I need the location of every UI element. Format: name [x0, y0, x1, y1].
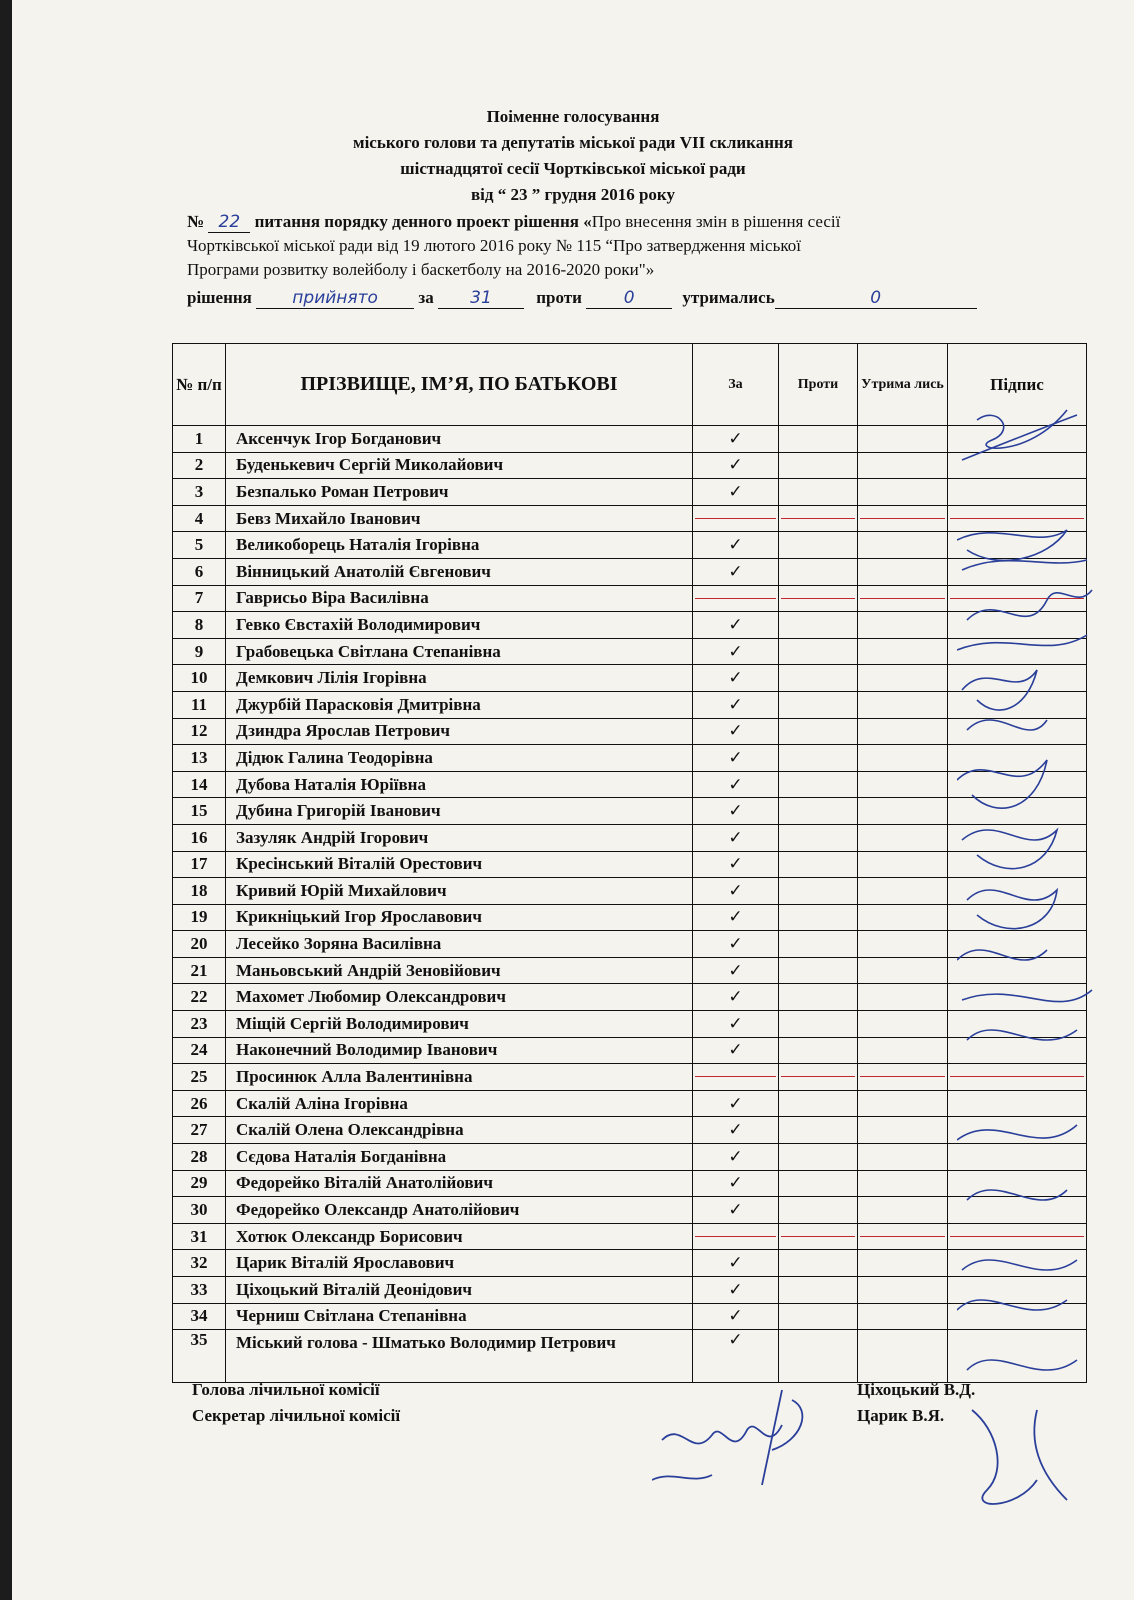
vote-abstain-cell [858, 878, 948, 905]
vote-against-cell [779, 1330, 858, 1383]
row-name: Сєдова Наталія Богданівна [226, 1144, 693, 1171]
vote-for-cell: ✓ [693, 745, 779, 772]
table-row [173, 665, 1087, 692]
vote-for-cell: ✓ [693, 558, 779, 585]
vote-against-cell [779, 1011, 858, 1038]
vote-for-cell [693, 585, 779, 612]
table-row [173, 505, 1087, 532]
vote-abstain-cell [858, 1197, 948, 1224]
chair-name: Ціхоцький В.Д. [857, 1380, 976, 1399]
vote-abstain-cell [858, 452, 948, 479]
vote-against-cell [779, 1170, 858, 1197]
signature-cell [948, 638, 1087, 665]
vote-against-cell [779, 878, 858, 905]
vote-for-cell [693, 1223, 779, 1250]
row-number: 32 [173, 1250, 226, 1277]
table-row [173, 1037, 1087, 1064]
vote-against-cell [779, 1197, 858, 1224]
row-number: 13 [173, 745, 226, 772]
row-name: Міщій Сергій Володимирович [226, 1011, 693, 1038]
table-row [173, 851, 1087, 878]
for-label: за [418, 288, 434, 307]
vote-for-cell: ✓ [693, 612, 779, 639]
row-number: 1 [173, 426, 226, 453]
row-number: 6 [173, 558, 226, 585]
row-name: Кривий Юрій Михайлович [226, 878, 693, 905]
vote-for-cell: ✓ [693, 1197, 779, 1224]
table-row [173, 824, 1087, 851]
row-number: 7 [173, 585, 226, 612]
vote-abstain-cell [858, 1037, 948, 1064]
row-number: 4 [173, 505, 226, 532]
vote-abstain-cell [858, 824, 948, 851]
col-header-num: № п/п [173, 344, 226, 426]
vote-against-cell [779, 612, 858, 639]
row-name: Аксенчук Ігор Богданович [226, 426, 693, 453]
vote-abstain-cell [858, 558, 948, 585]
vote-for-cell: ✓ [693, 665, 779, 692]
vote-against-cell [779, 718, 858, 745]
vote-for-cell: ✓ [693, 452, 779, 479]
doc-title: Поіменне голосування [486, 107, 660, 126]
row-name: Джурбій Парасковія Дмитрівна [226, 691, 693, 718]
vote-abstain-cell [858, 904, 948, 931]
row-number: 10 [173, 665, 226, 692]
row-name: Скалій Аліна Ігорівна [226, 1090, 693, 1117]
table-row [173, 718, 1087, 745]
table-row [173, 1303, 1087, 1330]
vote-for-cell: ✓ [693, 1037, 779, 1064]
vote-for-cell: ✓ [693, 1011, 779, 1038]
secretary-signature-scribble [652, 1380, 832, 1490]
table-row [173, 585, 1087, 612]
vote-for-cell [693, 505, 779, 532]
row-name: Вінницький Анатолій Євгенович [226, 558, 693, 585]
vote-abstain-cell [858, 1330, 948, 1383]
vote-abstain-cell [858, 1303, 948, 1330]
against-count: 0 [586, 288, 672, 309]
vote-against-cell [779, 1277, 858, 1304]
signature-cell [948, 479, 1087, 506]
vote-against-cell [779, 984, 858, 1011]
table-row [173, 532, 1087, 559]
signature-cell [948, 665, 1087, 692]
signature-cell [948, 878, 1087, 905]
row-name: Гаврисьо Віра Василівна [226, 585, 693, 612]
row-name: Міський голова - Шматько Володимир Петрович [226, 1330, 693, 1383]
row-number: 25 [173, 1064, 226, 1091]
row-number: 15 [173, 798, 226, 825]
row-number: 12 [173, 718, 226, 745]
table-row [173, 771, 1087, 798]
vote-for-cell: ✓ [693, 904, 779, 931]
vote-abstain-cell [858, 984, 948, 1011]
row-name: Дідюк Галина Теодорівна [226, 745, 693, 772]
row-name: Дубова Наталія Юріївна [226, 771, 693, 798]
row-name: Демкович Лілія Ігорівна [226, 665, 693, 692]
vote-against-cell [779, 479, 858, 506]
abstain-count: 0 [775, 288, 977, 309]
vote-for-cell: ✓ [693, 851, 779, 878]
vote-against-cell [779, 1223, 858, 1250]
table-row [173, 904, 1087, 931]
decision-label: рішення [187, 288, 252, 307]
row-number: 5 [173, 532, 226, 559]
question-text-2: Чортківської міської ради від 19 лютого 2016 року № 115 “Про затвердження міської [187, 236, 801, 255]
secretary-label: Секретар лічильної комісії [192, 1406, 401, 1425]
vote-for-cell: ✓ [693, 638, 779, 665]
signature-cell [948, 851, 1087, 878]
vote-abstain-cell [858, 1277, 948, 1304]
table-row [173, 426, 1087, 453]
secretary-name: Царик В.Я. [857, 1406, 945, 1425]
vote-against-cell [779, 1117, 858, 1144]
vote-abstain-cell [858, 1250, 948, 1277]
row-number: 33 [173, 1277, 226, 1304]
row-name: Скалій Олена Олександрівна [226, 1117, 693, 1144]
table-row [173, 612, 1087, 639]
vote-abstain-cell [858, 745, 948, 772]
row-number: 14 [173, 771, 226, 798]
row-name: Махомет Любомир Олександрович [226, 984, 693, 1011]
vote-against-cell [779, 638, 858, 665]
vote-for-cell: ✓ [693, 1144, 779, 1171]
signature-cell [948, 1064, 1087, 1091]
row-name: Лесейко Зоряна Василівна [226, 931, 693, 958]
row-name: Буденькевич Сергій Миколайович [226, 452, 693, 479]
col-header-for: За [693, 344, 779, 426]
col-header-name: ПРІЗВИЩЕ, ІМ’Я, ПО БАТЬКОВІ [226, 344, 693, 426]
row-number: 8 [173, 612, 226, 639]
vote-for-cell: ✓ [693, 479, 779, 506]
row-number: 3 [173, 479, 226, 506]
vote-for-cell: ✓ [693, 878, 779, 905]
row-number: 29 [173, 1170, 226, 1197]
table-row [173, 1197, 1087, 1224]
table-row [173, 1170, 1087, 1197]
vote-against-cell [779, 558, 858, 585]
row-number: 18 [173, 878, 226, 905]
vote-against-cell [779, 505, 858, 532]
table-row [173, 558, 1087, 585]
signature-cell [948, 452, 1087, 479]
table-row [173, 931, 1087, 958]
vote-for-cell: ✓ [693, 1330, 779, 1383]
vote-abstain-cell [858, 612, 948, 639]
vote-abstain-cell [858, 638, 948, 665]
vote-for-cell: ✓ [693, 1303, 779, 1330]
table-row [173, 1250, 1087, 1277]
signature-cell [948, 532, 1087, 559]
table-row [173, 798, 1087, 825]
vote-against-cell [779, 1144, 858, 1171]
vote-for-cell: ✓ [693, 798, 779, 825]
row-name: Дзиндра Ярослав Петрович [226, 718, 693, 745]
vote-abstain-cell [858, 957, 948, 984]
row-name: Черниш Світлана Степанівна [226, 1303, 693, 1330]
vote-abstain-cell [858, 931, 948, 958]
doc-subtitle-session: шістнадцятої сесії Чортківської міської ради [400, 159, 746, 178]
vote-abstain-cell [858, 1144, 948, 1171]
signature-cell [948, 984, 1087, 1011]
document-sheet [12, 0, 1134, 1600]
signature-cell [948, 771, 1087, 798]
vote-abstain-cell [858, 1170, 948, 1197]
row-number: 9 [173, 638, 226, 665]
vote-abstain-cell [858, 1011, 948, 1038]
vote-for-cell: ✓ [693, 1170, 779, 1197]
signature-cell [948, 1011, 1087, 1038]
signature-cell [948, 612, 1087, 639]
vote-abstain-cell [858, 1090, 948, 1117]
row-number: 27 [173, 1117, 226, 1144]
signature-cell [948, 1037, 1087, 1064]
decision-line [187, 288, 977, 309]
vote-for-cell: ✓ [693, 771, 779, 798]
vote-against-cell [779, 904, 858, 931]
vote-abstain-cell [858, 585, 948, 612]
vote-for-cell: ✓ [693, 691, 779, 718]
vote-for-cell [693, 1064, 779, 1091]
table-row [173, 479, 1087, 506]
signature-cell [948, 824, 1087, 851]
row-name: Крикніцький Ігор Ярославович [226, 904, 693, 931]
vote-abstain-cell [858, 1117, 948, 1144]
vote-for-cell: ✓ [693, 984, 779, 1011]
row-number: 34 [173, 1303, 226, 1330]
row-name: Великоборець Наталія Ігорівна [226, 532, 693, 559]
signature-cell [948, 505, 1087, 532]
signature-cell [948, 745, 1087, 772]
vote-abstain-cell [858, 851, 948, 878]
vote-against-cell [779, 931, 858, 958]
row-name: Царик Віталій Ярославович [226, 1250, 693, 1277]
vote-abstain-cell [858, 718, 948, 745]
vote-abstain-cell [858, 505, 948, 532]
table-row [173, 1117, 1087, 1144]
table-row [173, 984, 1087, 1011]
signature-cell [948, 1223, 1087, 1250]
signature-cell [948, 426, 1087, 453]
signature-cell [948, 957, 1087, 984]
vote-for-cell: ✓ [693, 1117, 779, 1144]
row-name: Просинюк Алла Валентинівна [226, 1064, 693, 1091]
signature-cell [948, 1303, 1087, 1330]
table-header [173, 344, 1087, 426]
doc-subtitle-council: міського голови та депутатів міської ради VII скликання [353, 133, 793, 152]
question-text-3: Програми розвитку волейболу і баскетболу на 2016-2020 роки"» [187, 260, 655, 279]
row-number: 31 [173, 1223, 226, 1250]
signature-cell [948, 718, 1087, 745]
abstain-label: утримались [682, 288, 775, 307]
vote-against-cell [779, 824, 858, 851]
vote-against-cell [779, 532, 858, 559]
table-row [173, 1277, 1087, 1304]
table-row-mayor [173, 1330, 1087, 1383]
signature-cell [948, 1170, 1087, 1197]
question-line-1 [187, 212, 840, 233]
table-row [173, 1223, 1087, 1250]
table-row [173, 638, 1087, 665]
row-number: 24 [173, 1037, 226, 1064]
row-number: 2 [173, 452, 226, 479]
row-name: Зазуляк Андрій Ігорович [226, 824, 693, 851]
vote-against-cell [779, 1064, 858, 1091]
row-name: Маньовський Андрій Зеновійович [226, 957, 693, 984]
vote-against-cell [779, 426, 858, 453]
vote-for-cell: ✓ [693, 1277, 779, 1304]
col-header-sign: Підпис [948, 344, 1087, 426]
for-count: 31 [438, 288, 524, 309]
row-number: 11 [173, 691, 226, 718]
vote-against-cell [779, 1037, 858, 1064]
table-row [173, 745, 1087, 772]
question-num-prefix: № [187, 212, 205, 231]
row-name: Бевз Михайло Іванович [226, 505, 693, 532]
vote-abstain-cell [858, 1064, 948, 1091]
signature-cell [948, 1144, 1087, 1171]
vote-for-cell: ✓ [693, 426, 779, 453]
vote-against-cell [779, 691, 858, 718]
vote-against-cell [779, 851, 858, 878]
col-header-against: Проти [779, 344, 858, 426]
against-label: проти [536, 288, 582, 307]
row-name: Безпалько Роман Петрович [226, 479, 693, 506]
table-row [173, 452, 1087, 479]
signature-cell [948, 1277, 1087, 1304]
table-row [173, 691, 1087, 718]
vote-against-cell [779, 452, 858, 479]
chair-signature-scribble [957, 1390, 1077, 1510]
row-number: 35 [173, 1330, 226, 1383]
row-name: Грабовецька Світлана Степанівна [226, 638, 693, 665]
row-name: Федорейко Віталій Анатолійович [226, 1170, 693, 1197]
row-name: Наконечний Володимир Іванович [226, 1037, 693, 1064]
chair-label: Голова лічильної комісії [192, 1380, 380, 1399]
table-row [173, 1090, 1087, 1117]
vote-against-cell [779, 745, 858, 772]
row-number: 21 [173, 957, 226, 984]
table-row [173, 1144, 1087, 1171]
row-name: Гевко Євстахій Володимирович [226, 612, 693, 639]
vote-table [172, 343, 1087, 1383]
vote-for-cell: ✓ [693, 824, 779, 851]
row-name: Дубина Григорій Іванович [226, 798, 693, 825]
vote-against-cell [779, 1250, 858, 1277]
vote-against-cell [779, 1090, 858, 1117]
vote-for-cell: ✓ [693, 1090, 779, 1117]
table-row [173, 878, 1087, 905]
row-name: Хотюк Олександр Борисович [226, 1223, 693, 1250]
vote-against-cell [779, 665, 858, 692]
vote-abstain-cell [858, 1223, 948, 1250]
vote-abstain-cell [858, 691, 948, 718]
decision-value: прийнято [256, 288, 414, 309]
signature-cell [948, 558, 1087, 585]
row-number: 22 [173, 984, 226, 1011]
row-number: 16 [173, 824, 226, 851]
signature-cell [948, 1330, 1087, 1383]
vote-abstain-cell [858, 426, 948, 453]
vote-abstain-cell [858, 532, 948, 559]
table-row [173, 1011, 1087, 1038]
vote-abstain-cell [858, 798, 948, 825]
row-name: Кресінський Віталій Орестович [226, 851, 693, 878]
vote-abstain-cell [858, 771, 948, 798]
vote-against-cell [779, 798, 858, 825]
row-number: 28 [173, 1144, 226, 1171]
doc-date: від “ 23 ” грудня 2016 року [471, 185, 675, 204]
vote-for-cell: ✓ [693, 1250, 779, 1277]
vote-for-cell: ✓ [693, 718, 779, 745]
table-row [173, 1064, 1087, 1091]
signature-cell [948, 1090, 1087, 1117]
row-number: 30 [173, 1197, 226, 1224]
question-label: питання порядку денного проект рішення « [254, 212, 592, 231]
row-number: 20 [173, 931, 226, 958]
row-number: 17 [173, 851, 226, 878]
table-row [173, 957, 1087, 984]
vote-against-cell [779, 957, 858, 984]
question-number: 22 [208, 212, 250, 233]
signature-cell [948, 585, 1087, 612]
signature-cell [948, 904, 1087, 931]
vote-against-cell [779, 1303, 858, 1330]
question-text-1: Про внесення змін в рішення сесії [591, 212, 841, 231]
signature-cell [948, 798, 1087, 825]
vote-for-cell: ✓ [693, 532, 779, 559]
vote-abstain-cell [858, 665, 948, 692]
vote-against-cell [779, 771, 858, 798]
vote-for-cell: ✓ [693, 957, 779, 984]
vote-abstain-cell [858, 479, 948, 506]
col-header-abstain: Утрима лись [858, 344, 948, 426]
row-name: Федорейко Олександр Анатолійович [226, 1197, 693, 1224]
vote-for-cell: ✓ [693, 931, 779, 958]
signature-cell [948, 691, 1087, 718]
signature-cell [948, 1197, 1087, 1224]
row-number: 26 [173, 1090, 226, 1117]
row-number: 23 [173, 1011, 226, 1038]
signature-cell [948, 1117, 1087, 1144]
row-name: Ціхоцький Віталій Деонідович [226, 1277, 693, 1304]
vote-against-cell [779, 585, 858, 612]
signature-cell [948, 931, 1087, 958]
row-number: 19 [173, 904, 226, 931]
signature-cell [948, 1250, 1087, 1277]
